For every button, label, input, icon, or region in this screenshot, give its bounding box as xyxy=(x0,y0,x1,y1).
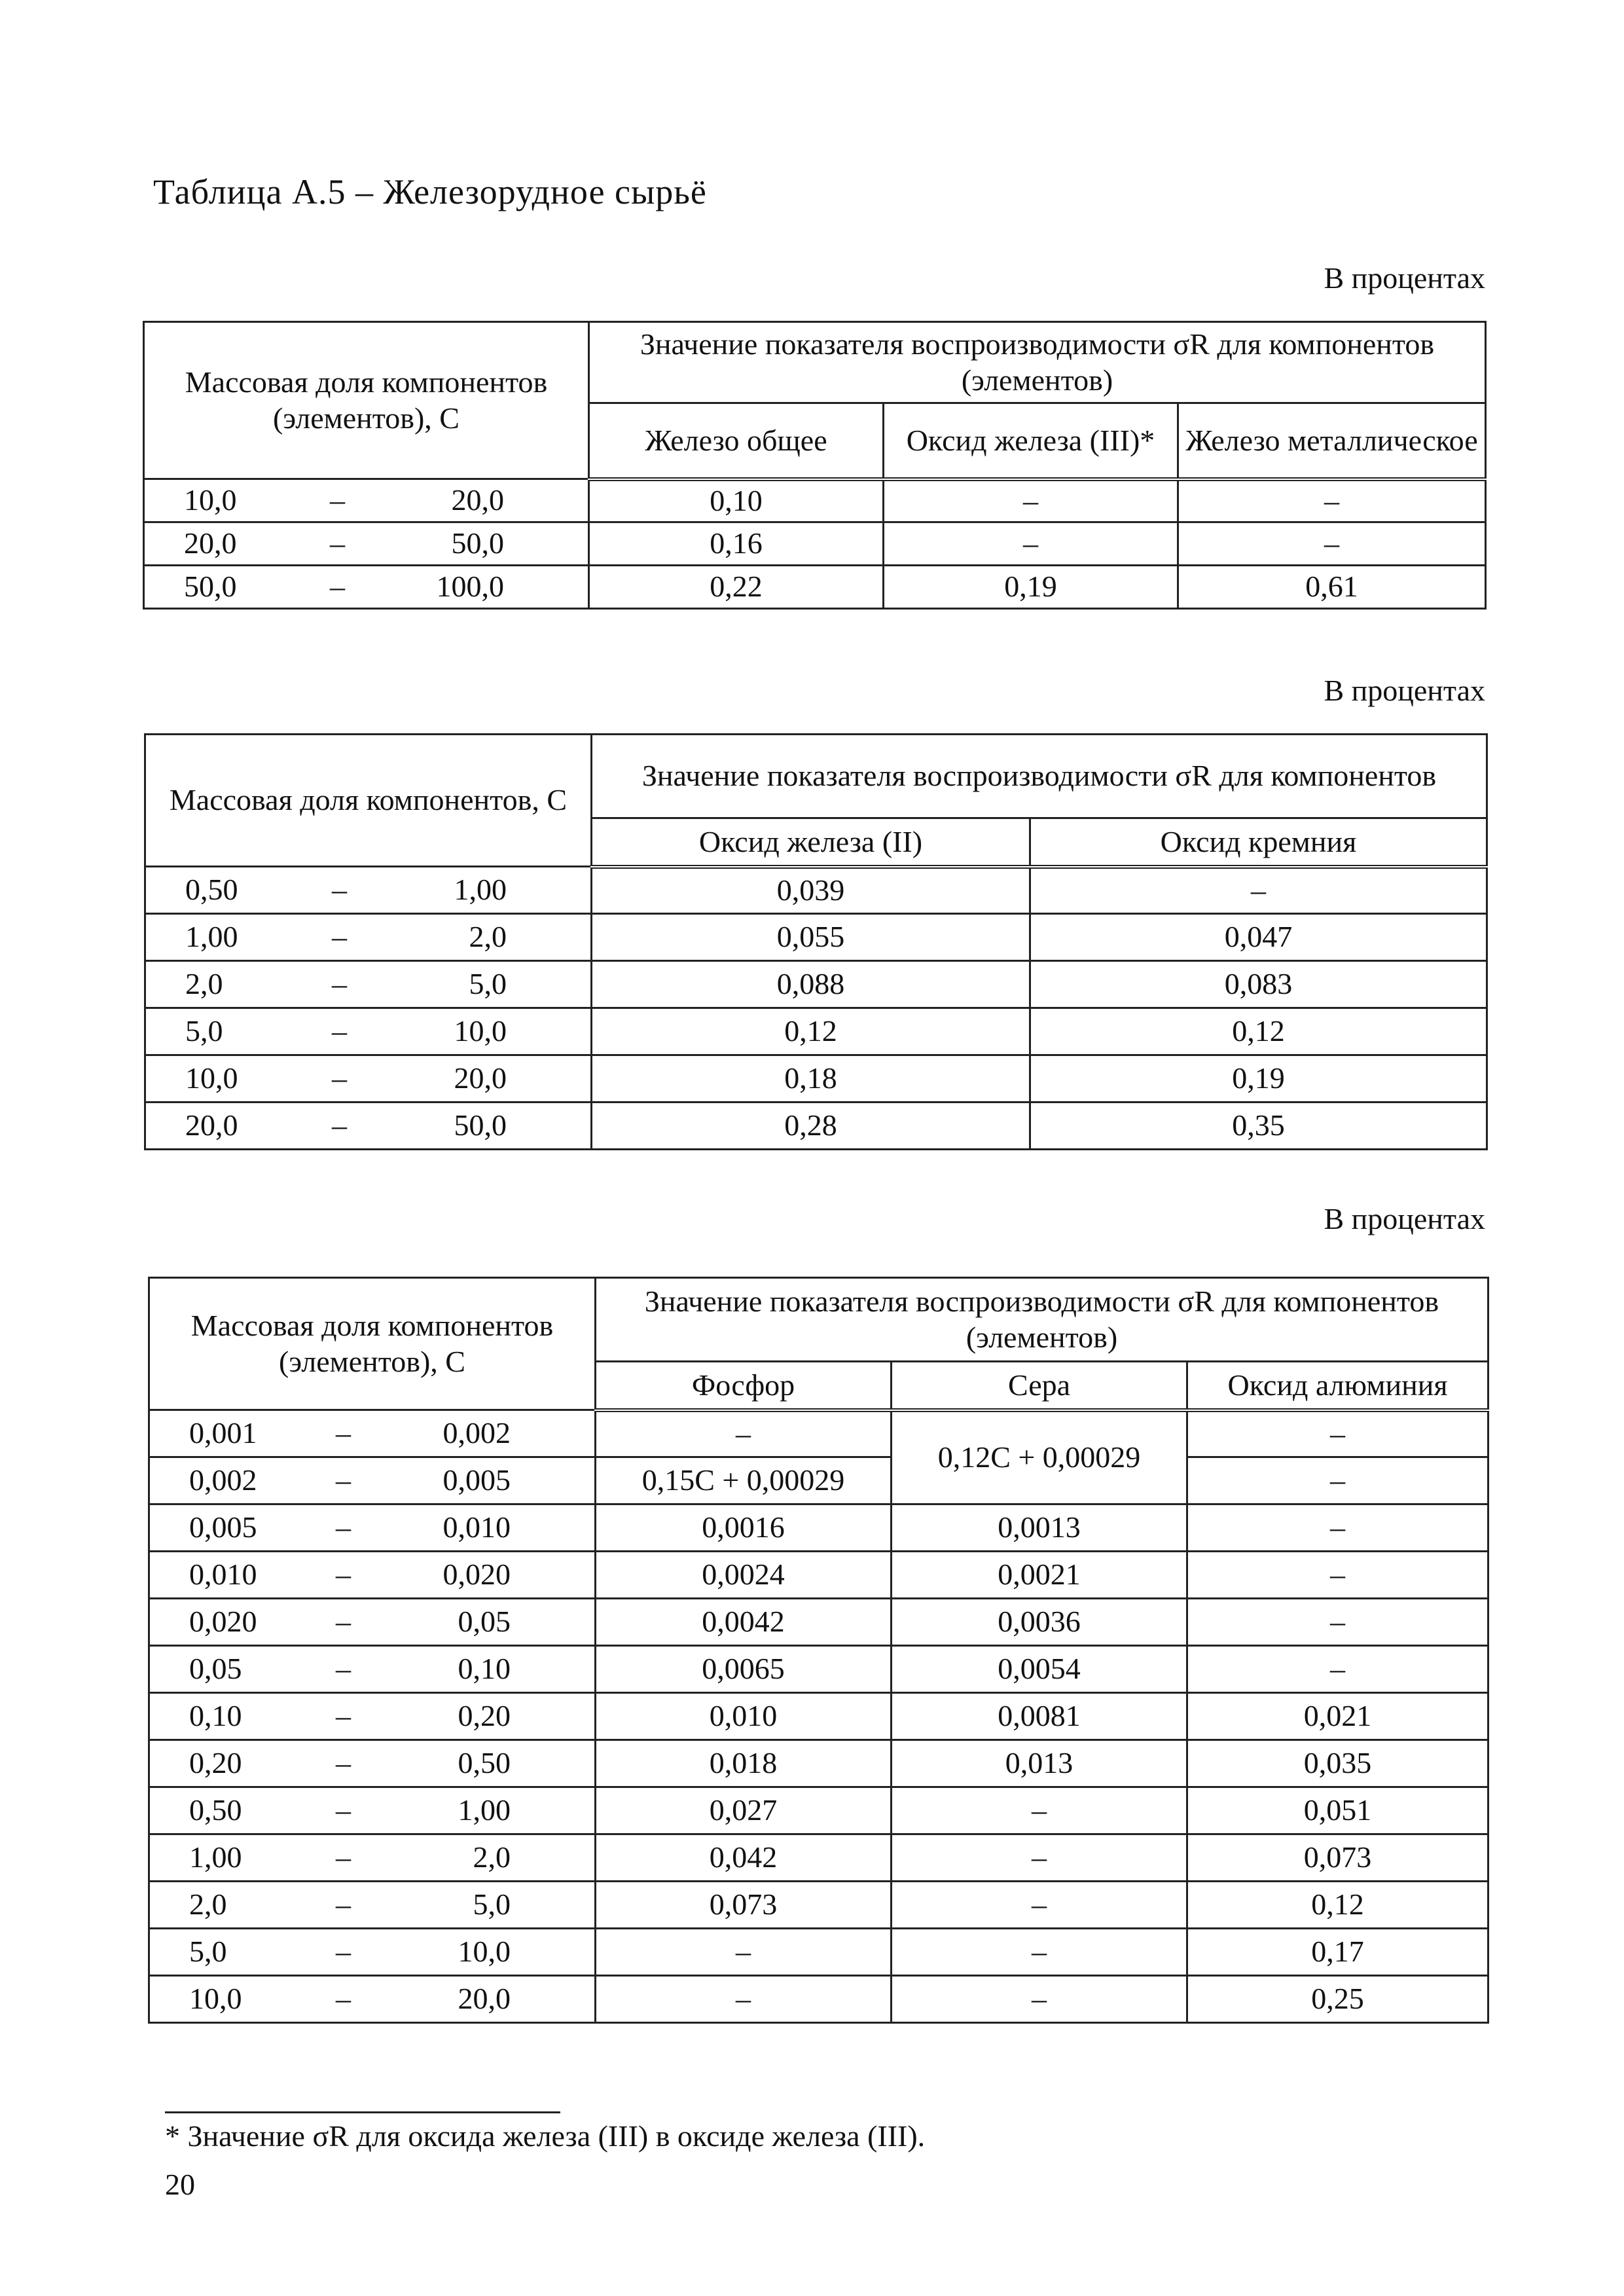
value-cell: 0,0081 xyxy=(892,1693,1187,1740)
table-row xyxy=(149,1410,1489,1457)
range-from: 10,0 xyxy=(185,1061,238,1095)
footnote-rule xyxy=(165,2111,560,2113)
page-title: Таблица А.5 – Железорудное сырьё xyxy=(153,172,707,211)
range xyxy=(150,1793,594,1828)
table-row xyxy=(144,522,1486,566)
unit-label-1: В процентах xyxy=(1324,261,1485,295)
value-cell: – xyxy=(892,1976,1187,2023)
table-row xyxy=(149,1787,1489,1834)
value-cell: 0,088 xyxy=(592,961,1030,1008)
range-to: 0,020 xyxy=(442,1558,511,1592)
range-from: 20,0 xyxy=(185,1108,238,1142)
range-to: 10,0 xyxy=(454,1014,507,1048)
value-cell: – xyxy=(1187,1410,1489,1457)
range-from: 0,50 xyxy=(185,873,238,907)
range-from: 10,0 xyxy=(189,1982,242,2016)
range-to: 0,10 xyxy=(458,1652,511,1686)
range-cell xyxy=(144,522,589,566)
t1-col-2: Железо металлическое xyxy=(1178,403,1486,479)
range xyxy=(150,1934,594,1969)
range-cell xyxy=(149,1929,596,1976)
range xyxy=(145,569,588,604)
range-from: 0,005 xyxy=(189,1510,257,1544)
range-dash: – xyxy=(336,1699,351,1733)
range-dash: – xyxy=(336,1935,351,1969)
range-to: 50,0 xyxy=(451,526,504,560)
table-2 xyxy=(144,733,1488,1150)
range-to: 5,0 xyxy=(469,967,507,1001)
table-row xyxy=(149,1457,1489,1504)
value-cell: – xyxy=(1178,479,1486,522)
range-dash: – xyxy=(336,1793,351,1827)
range-to: 20,0 xyxy=(454,1061,507,1095)
sulfur-formula-cell: 0,12С + 0,00029 xyxy=(892,1410,1187,1504)
range-from: 0,020 xyxy=(189,1605,257,1639)
range-from: 1,00 xyxy=(185,920,238,954)
range-cell xyxy=(149,1834,596,1882)
range-dash: – xyxy=(336,1605,351,1639)
range-cell xyxy=(144,566,589,609)
value-cell: 0,25 xyxy=(1187,1976,1489,2023)
range-to: 0,05 xyxy=(458,1605,511,1639)
table-row xyxy=(149,1929,1489,1976)
range-dash: – xyxy=(332,967,347,1001)
range-to: 0,20 xyxy=(458,1699,511,1733)
range xyxy=(146,1108,590,1143)
table-row xyxy=(144,479,1486,522)
range-cell xyxy=(145,1102,592,1150)
value-cell: – xyxy=(1030,867,1487,914)
value-cell: 0,15С + 0,00029 xyxy=(596,1457,892,1504)
range-dash: – xyxy=(330,526,345,560)
value-cell: – xyxy=(1187,1457,1489,1504)
table-row xyxy=(149,1646,1489,1693)
value-cell: 0,19 xyxy=(1030,1055,1487,1102)
table-row xyxy=(145,1102,1487,1150)
value-cell: 0,0016 xyxy=(596,1504,892,1552)
t3-head-group: Значение показателя воспроизводимости σR для компонентов (элементов) xyxy=(596,1278,1489,1362)
range-cell xyxy=(149,1457,596,1504)
value-cell: 0,18 xyxy=(592,1055,1030,1102)
range-to: 0,005 xyxy=(442,1463,511,1497)
value-cell: 0,0065 xyxy=(596,1646,892,1693)
value-cell: 0,051 xyxy=(1187,1787,1489,1834)
range-from: 50,0 xyxy=(184,570,237,604)
value-cell: 0,013 xyxy=(892,1740,1187,1787)
range-dash: – xyxy=(330,483,345,517)
range-dash: – xyxy=(336,1887,351,1922)
range-cell xyxy=(145,961,592,1008)
range-cell xyxy=(149,1552,596,1599)
value-cell: – xyxy=(892,1929,1187,1976)
range-from: 20,0 xyxy=(184,526,237,560)
value-cell: – xyxy=(596,1976,892,2023)
table-row xyxy=(149,1740,1489,1787)
range xyxy=(146,919,590,955)
value-cell: 0,018 xyxy=(596,1740,892,1787)
t3-col-1: Сера xyxy=(892,1362,1187,1410)
table-row xyxy=(144,566,1486,609)
range-cell xyxy=(149,1787,596,1834)
range-from: 5,0 xyxy=(189,1935,227,1969)
t1-col-1: Оксид железа (III)* xyxy=(884,403,1178,479)
range-dash: – xyxy=(336,1746,351,1780)
range xyxy=(146,1061,590,1096)
value-cell: 0,073 xyxy=(596,1882,892,1929)
t1-col-0: Железо общее xyxy=(589,403,884,479)
value-cell: – xyxy=(596,1410,892,1457)
range xyxy=(150,1557,594,1592)
range-to: 0,010 xyxy=(442,1510,511,1544)
range xyxy=(150,1415,594,1451)
value-cell: 0,0013 xyxy=(892,1504,1187,1552)
range-to: 10,0 xyxy=(458,1935,511,1969)
value-cell: 0,0042 xyxy=(596,1599,892,1646)
range-cell xyxy=(145,867,592,914)
range-dash: – xyxy=(332,920,347,954)
value-cell: 0,055 xyxy=(592,914,1030,961)
table-row xyxy=(149,1552,1489,1599)
value-cell: – xyxy=(1187,1504,1489,1552)
value-cell: – xyxy=(892,1834,1187,1882)
range-cell xyxy=(145,1055,592,1102)
range-from: 1,00 xyxy=(189,1840,242,1874)
range xyxy=(150,1698,594,1734)
range-cell xyxy=(149,1504,596,1552)
range xyxy=(146,1013,590,1049)
range-dash: – xyxy=(336,1982,351,2016)
value-cell: 0,073 xyxy=(1187,1834,1489,1882)
range-cell xyxy=(149,1976,596,2023)
t2-body xyxy=(145,867,1487,1150)
range-cell xyxy=(145,1008,592,1055)
range-to: 100,0 xyxy=(436,570,504,604)
range-to: 20,0 xyxy=(458,1982,511,2016)
range-dash: – xyxy=(332,873,347,907)
value-cell: 0,0036 xyxy=(892,1599,1187,1646)
range-to: 0,002 xyxy=(442,1416,511,1450)
t3-head-range: Массовая доля компонентов (элементов), С xyxy=(149,1278,596,1410)
range xyxy=(146,872,590,907)
range-cell xyxy=(149,1882,596,1929)
t3-col-0: Фосфор xyxy=(596,1362,892,1410)
range xyxy=(146,966,590,1002)
range xyxy=(150,1604,594,1639)
range-to: 1,00 xyxy=(454,873,507,907)
value-cell: 0,28 xyxy=(592,1102,1030,1150)
table-row xyxy=(145,961,1487,1008)
value-cell: 0,12 xyxy=(592,1008,1030,1055)
value-cell: – xyxy=(892,1882,1187,1929)
range-from: 0,001 xyxy=(189,1416,257,1450)
range-dash: – xyxy=(332,1061,347,1095)
range-dash: – xyxy=(336,1840,351,1874)
value-cell: 0,039 xyxy=(592,867,1030,914)
range-dash: – xyxy=(336,1558,351,1592)
table-row xyxy=(149,1976,1489,2023)
range-dash: – xyxy=(336,1652,351,1686)
range-cell xyxy=(149,1740,596,1787)
value-cell: 0,12 xyxy=(1030,1008,1487,1055)
range-dash: – xyxy=(336,1510,351,1544)
t1-body xyxy=(144,479,1486,609)
value-cell: 0,021 xyxy=(1187,1693,1489,1740)
t2-col-0: Оксид железа (II) xyxy=(592,818,1030,867)
value-cell: 0,042 xyxy=(596,1834,892,1882)
value-cell: – xyxy=(1187,1599,1489,1646)
range-from: 0,50 xyxy=(189,1793,242,1827)
t1-head-range: Массовая доля компонентов (элементов), С xyxy=(144,322,589,479)
value-cell: – xyxy=(596,1929,892,1976)
value-cell: 0,22 xyxy=(589,566,884,609)
range-dash: – xyxy=(336,1416,351,1450)
range xyxy=(150,1981,594,2016)
range-cell xyxy=(144,479,589,522)
range xyxy=(150,1745,594,1781)
range xyxy=(150,1840,594,1875)
value-cell: – xyxy=(1187,1552,1489,1599)
table-row xyxy=(145,1055,1487,1102)
value-cell: 0,010 xyxy=(596,1693,892,1740)
range xyxy=(145,526,588,561)
value-cell: 0,027 xyxy=(596,1787,892,1834)
table-row xyxy=(149,1599,1489,1646)
table-row xyxy=(149,1882,1489,1929)
value-cell: 0,035 xyxy=(1187,1740,1489,1787)
t2-col-1: Оксид кремния xyxy=(1030,818,1487,867)
range-cell xyxy=(149,1646,596,1693)
footnote: * Значение σR для оксида железа (III) в оксиде железа (III). xyxy=(165,2119,926,2153)
range-to: 20,0 xyxy=(451,483,504,517)
range xyxy=(145,483,588,518)
range-to: 1,00 xyxy=(458,1793,511,1827)
value-cell: 0,12 xyxy=(1187,1882,1489,1929)
table-row xyxy=(149,1834,1489,1882)
value-cell: 0,35 xyxy=(1030,1102,1487,1150)
range-to: 5,0 xyxy=(473,1887,511,1922)
range-dash: – xyxy=(332,1108,347,1142)
range-to: 50,0 xyxy=(454,1108,507,1142)
range-dash: – xyxy=(336,1463,351,1497)
value-cell: – xyxy=(884,522,1178,566)
table-row xyxy=(149,1504,1489,1552)
range-from: 0,010 xyxy=(189,1558,257,1592)
unit-label-2: В процентах xyxy=(1324,674,1485,707)
value-cell: 0,19 xyxy=(884,566,1178,609)
value-cell: 0,083 xyxy=(1030,961,1487,1008)
value-cell: 0,0024 xyxy=(596,1552,892,1599)
range-dash: – xyxy=(332,1014,347,1048)
unit-label-3: В процентах xyxy=(1324,1202,1485,1235)
t1-head-group: Значение показателя воспроизводимости σR для компонентов (элементов) xyxy=(589,322,1486,403)
value-cell: – xyxy=(884,479,1178,522)
range-cell xyxy=(145,914,592,961)
range-dash: – xyxy=(330,570,345,604)
table-row xyxy=(145,867,1487,914)
value-cell: 0,17 xyxy=(1187,1929,1489,1976)
range-to: 2,0 xyxy=(469,920,507,954)
value-cell: 0,61 xyxy=(1178,566,1486,609)
value-cell: – xyxy=(892,1787,1187,1834)
range-from: 10,0 xyxy=(184,483,237,517)
range xyxy=(150,1887,594,1922)
t3-body xyxy=(149,1410,1489,2023)
range-cell xyxy=(149,1599,596,1646)
range-cell xyxy=(149,1410,596,1457)
range-from: 0,10 xyxy=(189,1699,242,1733)
t2-head-range: Массовая доля компонентов, С xyxy=(145,735,592,867)
range-from: 0,20 xyxy=(189,1746,242,1780)
page-number: 20 xyxy=(165,2168,195,2201)
t3-col-2: Оксид алюминия xyxy=(1187,1362,1489,1410)
range-from: 0,05 xyxy=(189,1652,242,1686)
range xyxy=(150,1463,594,1498)
range-from: 2,0 xyxy=(189,1887,227,1922)
value-cell: 0,0054 xyxy=(892,1646,1187,1693)
value-cell: – xyxy=(1178,522,1486,566)
table-3 xyxy=(148,1277,1489,2024)
range-to: 0,50 xyxy=(458,1746,511,1780)
range-from: 2,0 xyxy=(185,967,223,1001)
range-to: 2,0 xyxy=(473,1840,511,1874)
table-row xyxy=(145,914,1487,961)
value-cell: 0,16 xyxy=(589,522,884,566)
table-row xyxy=(145,1008,1487,1055)
table-row xyxy=(149,1693,1489,1740)
range-from: 5,0 xyxy=(185,1014,223,1048)
range-cell xyxy=(149,1693,596,1740)
value-cell: 0,047 xyxy=(1030,914,1487,961)
value-cell: 0,0021 xyxy=(892,1552,1187,1599)
t2-head-group: Значение показателя воспроизводимости σR для компонентов xyxy=(592,735,1487,818)
value-cell: 0,10 xyxy=(589,479,884,522)
value-cell: – xyxy=(1187,1646,1489,1693)
range-from: 0,002 xyxy=(189,1463,257,1497)
table-1 xyxy=(143,321,1487,610)
range xyxy=(150,1651,594,1686)
range xyxy=(150,1510,594,1545)
